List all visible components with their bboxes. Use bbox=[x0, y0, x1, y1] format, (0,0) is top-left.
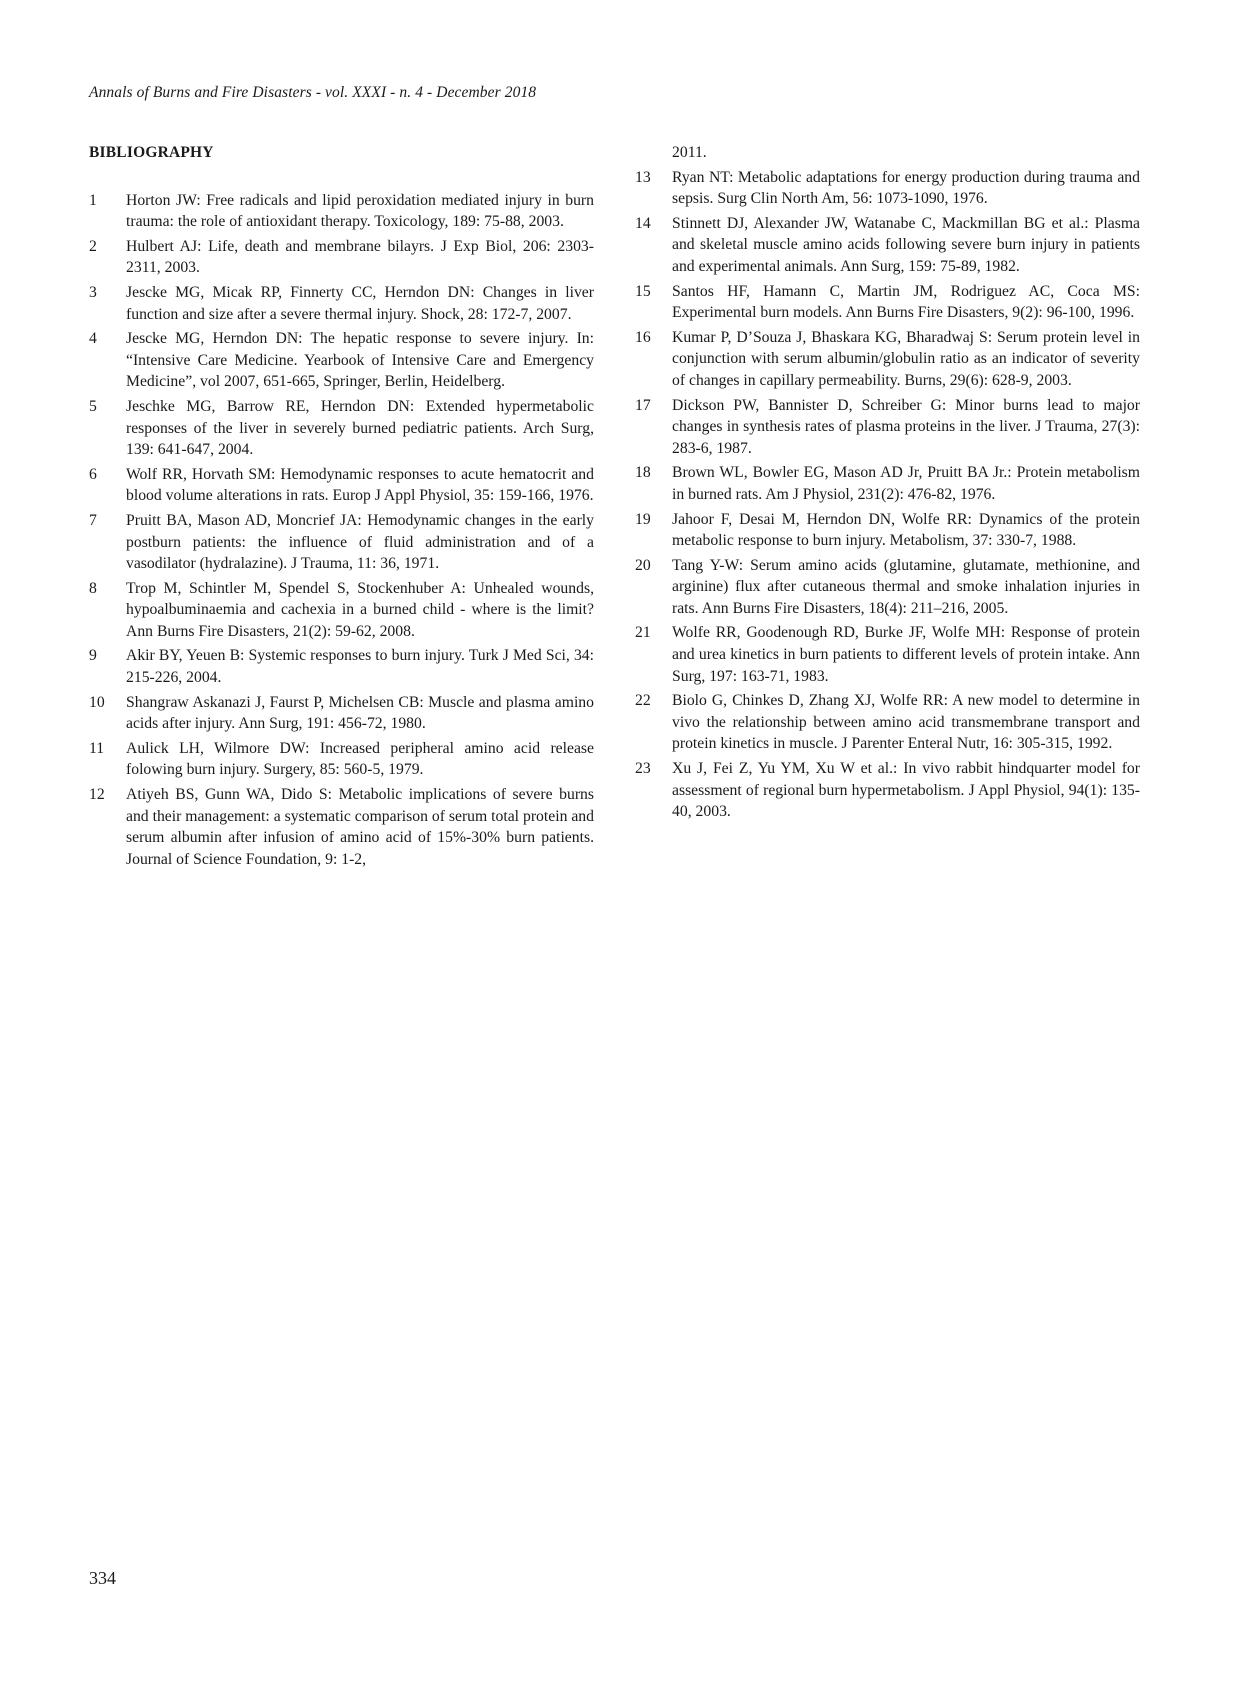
reference-number: 4 bbox=[89, 330, 97, 348]
reference-item bbox=[635, 395, 1140, 460]
reference-item bbox=[89, 328, 594, 393]
reference-text: Santos HF, Hamann C, Martin JM, Rodriguez AC, Coca MS: Experimental burn models. Ann Burns Fire Disasters, 9(2): 96-100, 1996. bbox=[672, 282, 1140, 322]
reference-item bbox=[89, 396, 594, 461]
reference-number: 13 bbox=[635, 168, 651, 186]
reference-item bbox=[89, 282, 594, 325]
reference-text: Akir BY, Yeuen B: Systemic responses to burn injury. Turk J Med Sci, 34: 215-226, 2004. bbox=[126, 647, 594, 687]
reference-text: Tang Y-W: Serum amino acids (glutamine, glutamate, methionine, and arginine) flux after cutaneous thermal and smoke inhalation injuries in rats. Ann Burns Fire Disasters, 18(4): 211–216, 2005. bbox=[672, 556, 1140, 617]
reference-text: Jeschke MG, Barrow RE, Herndon DN: Extended hypermetabolic responses of the liver in severely burned pediatric patients. Arch Surg, 139: 641-647, 2004. bbox=[126, 397, 594, 459]
reference-text: Ryan NT: Metabolic adaptations for energy production during trauma and sepsis. Surg Clin North Am, 56: 1073-1090, 1976. bbox=[672, 168, 1140, 208]
reference-number: 22 bbox=[635, 692, 651, 710]
reference-item bbox=[635, 327, 1140, 392]
reference-number: 10 bbox=[89, 693, 105, 711]
reference-number: 2 bbox=[89, 237, 97, 255]
reference-text: Hulbert AJ: Life, death and membrane bilayrs. J Exp Biol, 206: 2303-2311, 2003. bbox=[126, 237, 594, 277]
reference-text: Xu J, Fei Z, Yu YM, Xu W et al.: In vivo rabbit hindquarter model for assessment of regional burn hypermetabolism. J Appl Physiol, 94(1): 135-40, 2003. bbox=[672, 760, 1140, 821]
reference-item bbox=[635, 758, 1140, 823]
reference-number: 7 bbox=[89, 511, 97, 529]
reference-text: Shangraw Askanazi J, Faurst P, Michelsen CB: Muscle and plasma amino acids after injury. Ann Surg, 191: 456-72, 1980. bbox=[126, 693, 594, 733]
reference-text: Dickson PW, Bannister D, Schreiber G: Minor burns lead to major changes in synthesis rates of plasma proteins in the liver. J Trauma, 27(3): 283-6, 1987. bbox=[672, 396, 1140, 457]
reference-item bbox=[89, 510, 594, 575]
reference-number: 17 bbox=[635, 396, 651, 414]
bibliography-heading: BIBLIOGRAPHY bbox=[89, 144, 214, 161]
reference-item bbox=[89, 784, 594, 870]
reference-item bbox=[635, 555, 1140, 620]
reference-number: 18 bbox=[635, 464, 651, 482]
reference-text: Wolfe RR, Goodenough RD, Burke JF, Wolfe MH: Response of protein and urea kinetics in burn patients to different levels of protein intake. Ann Surg, 197: 163-71, 1983. bbox=[672, 624, 1140, 685]
reference-text: Pruitt BA, Mason AD, Moncrief JA: Hemodynamic changes in the early postburn patients: the influence of fluid administration and of a vasodilator (hydralazine). J Trauma, 11: 36, 1971. bbox=[126, 511, 594, 573]
reference-number: 16 bbox=[635, 328, 651, 346]
reference-item bbox=[89, 692, 594, 735]
reference-text: Kumar P, D’Souza J, Bhaskara KG, Bharadwaj S: Serum protein level in conjunction with serum albumin/globulin ratio as an indicator of severity of changes in capillary permeability. Burns, 29(6): 628-9, 2003. bbox=[672, 328, 1140, 389]
reference-list-right bbox=[635, 167, 1140, 823]
reference-item bbox=[635, 509, 1140, 552]
page-number: 334 bbox=[89, 1568, 116, 1588]
reference-number: 6 bbox=[89, 465, 97, 483]
reference-text: Jahoor F, Desai M, Herndon DN, Wolfe RR: Dynamics of the protein metabolic response to burn injury. Metabolism, 37: 330-7, 1988. bbox=[672, 510, 1140, 550]
reference-text: Atiyeh BS, Gunn WA, Dido S: Metabolic implications of severe burns and their management: a systematic comparison of serum total protein and serum albumin after infusion of amino acid of 15%-30% burn patients. Journal of Science Foundation, 9: 1-2, bbox=[126, 786, 594, 868]
reference-text: Brown WL, Bowler EG, Mason AD Jr, Pruitt BA Jr.: Protein metabolism in burned rats. Am J Physiol, 231(2): 476-82, 1976. bbox=[672, 464, 1140, 503]
bibliography-right-column bbox=[635, 142, 1140, 826]
reference-number: 14 bbox=[635, 214, 651, 232]
reference-item bbox=[89, 738, 594, 781]
reference-item bbox=[635, 690, 1140, 755]
reference-item bbox=[635, 167, 1140, 210]
reference-item bbox=[635, 462, 1140, 505]
reference-continuation: 2011. bbox=[672, 144, 707, 161]
reference-item bbox=[89, 190, 594, 233]
reference-number: 5 bbox=[89, 397, 97, 415]
reference-list-left bbox=[89, 190, 594, 871]
reference-number: 21 bbox=[635, 624, 651, 642]
reference-text: Stinnett DJ, Alexander JW, Watanabe C, Mackmillan BG et al.: Plasma and skeletal muscle amino acids following severe burn injury in patients and experimental animals. Ann Surg, 159: 75-89, 1982. bbox=[672, 214, 1140, 275]
journal-header: Annals of Burns and Fire Disasters - vol. XXXI - n. 4 - December 2018 bbox=[89, 84, 537, 101]
reference-number: 23 bbox=[635, 760, 651, 778]
reference-item bbox=[89, 578, 594, 643]
reference-item bbox=[89, 464, 594, 507]
reference-number: 1 bbox=[89, 191, 97, 209]
reference-text: Horton JW: Free radicals and lipid peroxidation mediated injury in burn trauma: the role of antioxidant therapy. Toxicology, 189: 75-88, 2003. bbox=[126, 191, 594, 231]
reference-item bbox=[635, 213, 1140, 278]
reference-number: 11 bbox=[89, 739, 105, 757]
bibliography-left-column bbox=[89, 142, 594, 873]
reference-number: 3 bbox=[89, 283, 97, 301]
reference-number: 9 bbox=[89, 647, 97, 665]
reference-text: Aulick LH, Wilmore DW: Increased peripheral amino acid release folowing burn injury. Surgery, 85: 560-5, 1979. bbox=[126, 739, 594, 779]
reference-number: 8 bbox=[89, 579, 97, 597]
reference-item bbox=[635, 281, 1140, 324]
reference-text: Wolf RR, Horvath SM: Hemodynamic responses to acute hematocrit and blood volume alterations in rats. Europ J Appl Physiol, 35: 159-166, 1976. bbox=[126, 465, 594, 505]
reference-number: 15 bbox=[635, 282, 651, 300]
reference-item bbox=[89, 236, 594, 279]
reference-number: 19 bbox=[635, 510, 651, 528]
reference-number: 20 bbox=[635, 556, 651, 574]
reference-number: 12 bbox=[89, 786, 105, 804]
reference-text: Jescke MG, Micak RP, Finnerty CC, Herndon DN: Changes in liver function and size after a severe thermal injury. Shock, 28: 172-7, 2007. bbox=[126, 283, 594, 323]
reference-item bbox=[89, 645, 594, 688]
reference-text: Trop M, Schintler M, Spendel S, Stockenhuber A: Unhealed wounds, hypoalbuminaemia and cachexia in a burned child - where is the limit? Ann Burns Fire Disasters, 21(2): 59-62, 2008. bbox=[126, 579, 594, 640]
reference-item bbox=[635, 622, 1140, 687]
reference-text: Jescke MG, Herndon DN: The hepatic response to severe injury. In: “Intensive Care Medicine. Yearbook of Intensive Care and Emergency Medicine”, vol 2007, 651-665, Springer, Berlin, Heidelberg. bbox=[126, 330, 594, 391]
reference-text: Biolo G, Chinkes D, Zhang XJ, Wolfe RR: A new model to determine in vivo the relationship between amino acid transmembrane transport and protein kinetics in muscle. J Parenter Enteral Nutr, 16: 305-315, 1992. bbox=[672, 692, 1140, 753]
